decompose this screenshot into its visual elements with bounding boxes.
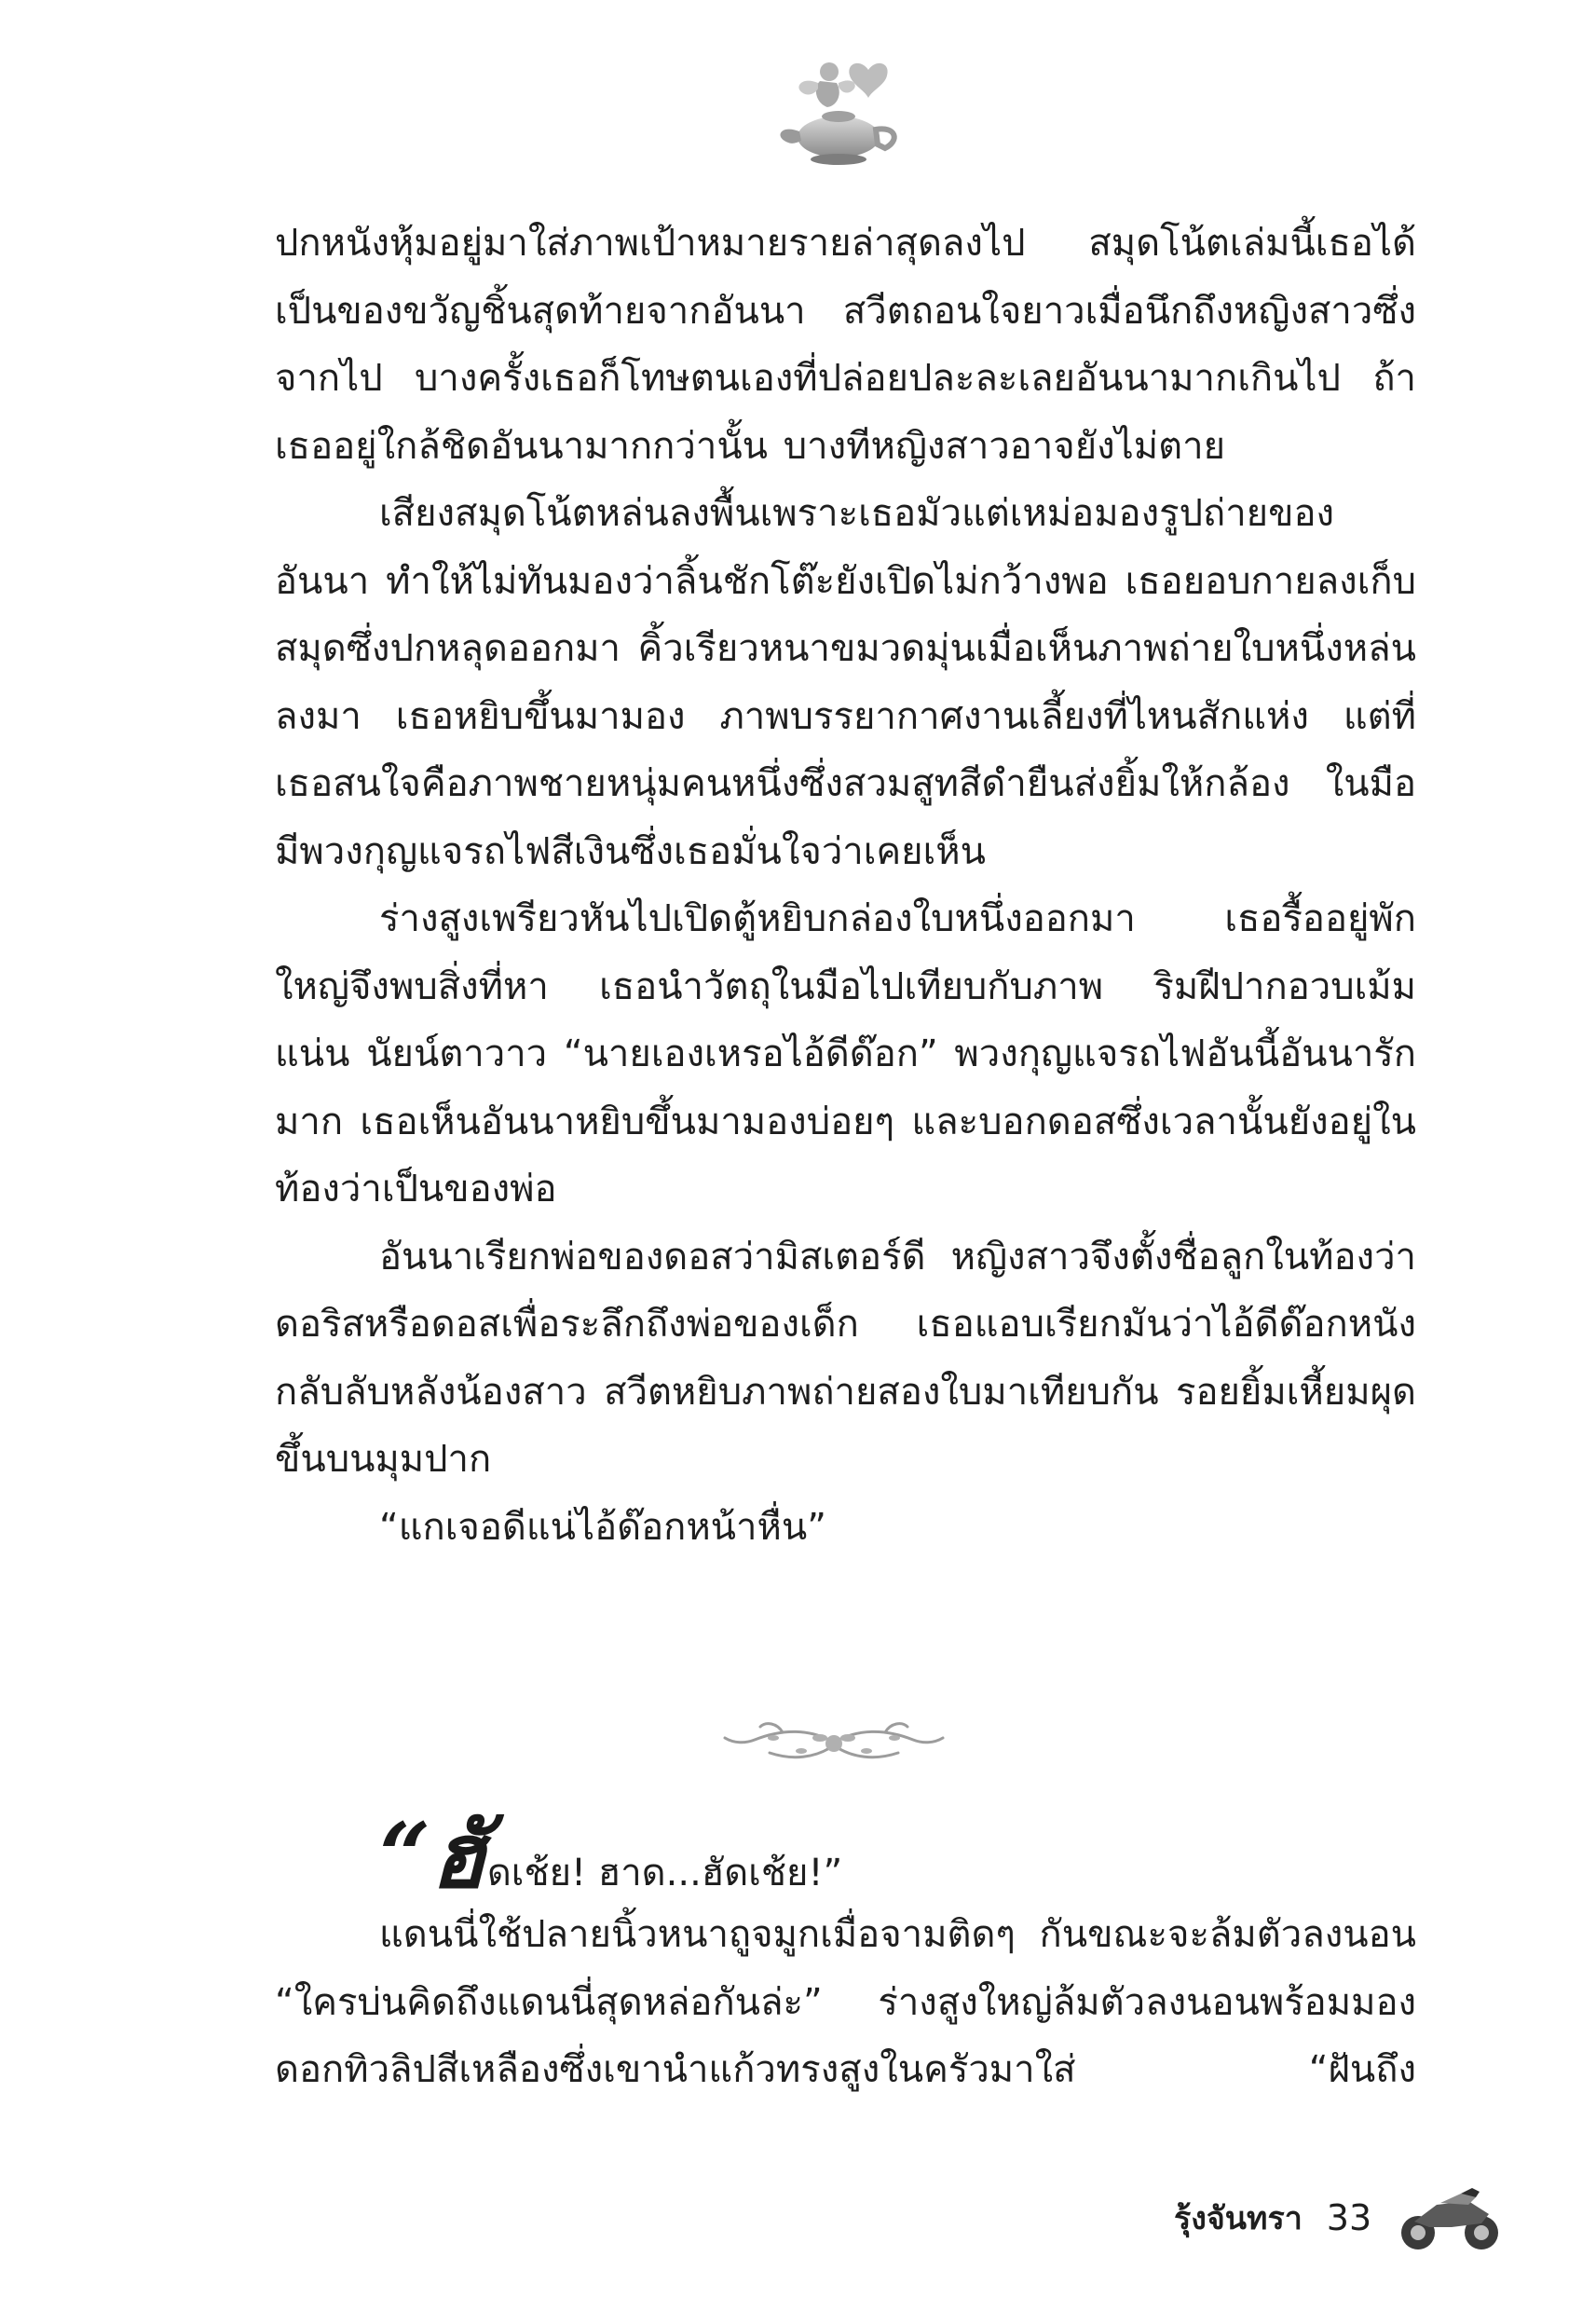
section-two: [275, 1803, 1416, 2104]
dropcap: “ฮั: [379, 1803, 485, 1908]
paragraph: ร่างสูงเพรียวหันไปเปิดตู้หยิบกล่องใบหนึ่งออกมา เธอรื้ออยู่พักใหญ่จึงพบสิ่งที่หา เธอนำวัตถุในมือไปเทียบกับภาพ ริมฝีปากอวบเม้มแน่น นัยน์ตาวาว “นายเองเหรอไอ้ดีด๊อก” พวงกุญแจรถไฟอันนี้อันนารักมาก เธอเห็นอันนาหยิบขึ้นมามองบ่อยๆ และบอกดอสซึ่งเวลานั้นยังอยู่ในท้องว่าเป็นของพ่อ: [275, 897, 1416, 1210]
floral-divider-icon: [717, 1710, 950, 1775]
dropcap-rest: ดเช้ย! ฮาด...ฮัดเช้ย!”: [486, 1852, 843, 1894]
book-title: รุ้งจันทรา: [1174, 2200, 1303, 2237]
paragraph: “แกเจอดีแน่ไอ้ด๊อกหน้าหื่น”: [379, 1505, 826, 1549]
dropcap-line: [379, 1803, 1416, 1908]
page-number: 33: [1326, 2197, 1372, 2238]
page-footer: [1174, 2181, 1503, 2255]
motorcycle-icon: [1396, 2181, 1503, 2255]
paragraph: อันนาเรียกพ่อของดอสว่ามิสเตอร์ดี หญิงสาวจึงตั้งชื่อลูกในท้องว่าดอริสหรือดอสเพื่อระลึกถึงพ่อของเด็ก เธอแอบเรียกมันว่าไอ้ดีด๊อกหนังกลับลับหลังน้องสาว สวีตหยิบภาพถ่ายสองใบมาเทียบกัน รอยยิ้มเหี้ยมผุดขึ้นบนมุมปาก: [275, 1235, 1416, 1481]
teapot-cupid-ornament-icon: [764, 51, 913, 172]
body-text: [275, 210, 1416, 1561]
paragraph: แดนนี่ใช้ปลายนิ้วหนาถูจมูกเมื่อจามติดๆ กันขณะจะล้มตัวลงนอน “ใครบ่นคิดถึงแดนนี่สุดหล่อกันล่ะ” ร่างสูงใหญ่ล้มตัวลงนอนพร้อมมองดอกทิวลิปสีเหลืองซึ่งเขานำแก้วทรงสูงในครัวมาใส่ “ฝันถึง: [275, 1913, 1416, 2091]
paragraph: เสียงสมุดโน้ตหล่นลงพื้นเพราะเธอมัวแต่เหม่อมองรูปถ่ายของอันนา ทำให้ไม่ทันมองว่าลิ้นชักโต๊ะยังเปิดไม่กว้างพอ เธอยอบกายลงเก็บสมุดซึ่งปกหลุดออกมา คิ้วเรียวหนาขมวดมุ่นเมื่อเห็นภาพถ่ายใบหนึ่งหล่นลงมา เธอหยิบขึ้นมามอง ภาพบรรยากาศงานเลี้ยงที่ไหนสักแห่ง แต่ที่เธอสนใจคือภาพชายหนุ่มคนหนึ่งซึ่งสวมสูทสีดำยืนส่งยิ้มให้กล้อง ในมือมีพวงกุญแจรถไฟสีเงินซึ่งเธอมั่นใจว่าเคยเห็น: [275, 492, 1416, 873]
paragraph: ปกหนังหุ้มอยู่มาใส่ภาพเป้าหมายรายล่าสุดลงไป สมุดโน้ตเล่มนี้เธอได้เป็นของขวัญชิ้นสุดท้ายจากอันนา สวีตถอนใจยาวเมื่อนึกถึงหญิงสาวซึ่งจากไป บางครั้งเธอก็โทษตนเองที่ปล่อยปละละเลยอันนามากเกินไป ถ้าเธออยู่ใกล้ชิดอันนามากกว่านั้น บางทีหญิงสาวอาจยังไม่ตาย: [275, 222, 1416, 468]
